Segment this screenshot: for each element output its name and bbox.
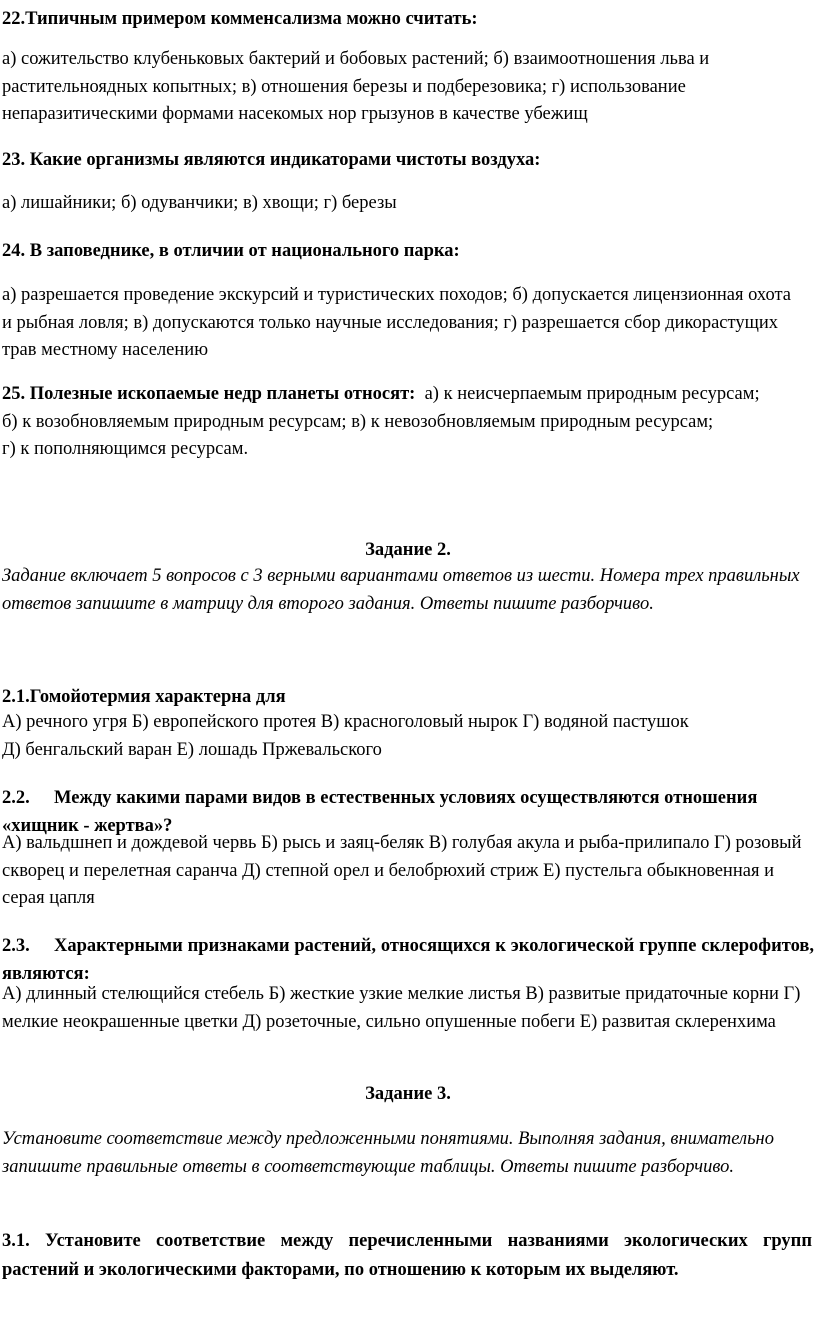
task2-q3-options: А) длинный стелющийся стебель Б) жесткие узкие мелкие листья В) развитые придаточные корни Г) мелкие неокрашенные цветки Д) розеточные, сильно опушенные побеги Е) развитая склеренхима <box>2 984 801 1032</box>
q25-block <box>2 381 792 464</box>
q25-option-bv: б) к возобновляемым природным ресурсам; в) к невозобновляемым природным ресурсам; <box>2 411 714 432</box>
task2-q1-line2: Д) бенгальский варан Е) лошадь Пржевальского <box>2 740 382 760</box>
q23-title: 23. Какие организмы являются индикаторами чистоты воздуха: <box>2 150 541 170</box>
q22-options: а) сожительство клубеньковых бактерий и бобовых растений; б) взаимоотношения льва и растительноядных копытных; в) отношения березы и подберезовика; г) использование непаразитическими формами насекомых нор грызунов в качестве убежищ <box>2 49 710 124</box>
q25-option-g: г) к пополняющимся ресурсам. <box>2 439 249 459</box>
q25-title: 25. Полезные ископаемые недр планеты относят: <box>2 384 416 404</box>
task3-instructions: Установите соответствие между предложенными понятиями. Выполняя задания, внимательно запишите правильные ответы в соответствующие таблицы. Ответы пишите разборчиво. <box>2 1129 774 1177</box>
task2-q3-number: 2.3. <box>2 936 30 956</box>
task2-q1-line1: А) речного угря Б) европейского протея В) красноголовый нырок Г) водяной пастушок <box>2 712 689 732</box>
task2-heading: Задание 2. <box>365 540 451 560</box>
task2-q3-heading <box>2 933 814 988</box>
q24-options: а) разрешается проведение экскурсий и туристических походов; б) допускается лицензионная охота и рыбная ловля; в) допускаются только научные исследования; г) разрешается сбор дикорастущих трав местному населению <box>2 285 791 360</box>
task2-instructions: Задание включает 5 вопросов с 3 верными вариантами ответов из шести. Номера трех правильных ответов запишите в матрицу для второго задания. Ответы пишите разборчиво. <box>2 566 800 614</box>
q25-option-a: а) к неисчерпаемым природным ресурсам; <box>424 384 760 404</box>
q25-first-line <box>2 381 792 409</box>
task3-q1: 3.1. Установите соответствие между перечисленными названиями экологических групп растений и экологическими факторами, по отношению к которым их выделяют. <box>2 1231 812 1280</box>
q23-options: а) лишайники; б) одуванчики; в) хвощи; г) березы <box>2 193 397 213</box>
task3-heading: Задание 3. <box>365 1084 451 1104</box>
q22-title: 22.Типичным примером комменсализма можно считать: <box>2 9 478 29</box>
task2-q2-number: 2.2. <box>2 788 30 808</box>
task2-q3-block <box>2 933 814 988</box>
task2-q2-title: Между какими парами видов в естественных условиях осуществляются отношения «хищник - жертва»? <box>2 788 758 836</box>
task2-q2-options: А) вальдшнеп и дождевой червь Б) рысь и заяц-беляк В) голубая акула и рыба-прилипало Г) розовый скворец и перелетная саранча Д) степной орел и белобрюхий стриж Е) пустельга обыкновенная и серая цапля <box>2 833 802 908</box>
task2-q1-title: 2.1.Гомойотермия характерна для <box>2 687 286 707</box>
q24-title: 24. В заповеднике, в отличии от национального парка: <box>2 241 460 261</box>
task2-q3-title: Характерными признаками растений, относящихся к экологической группе склерофитов, являются: <box>2 936 814 984</box>
